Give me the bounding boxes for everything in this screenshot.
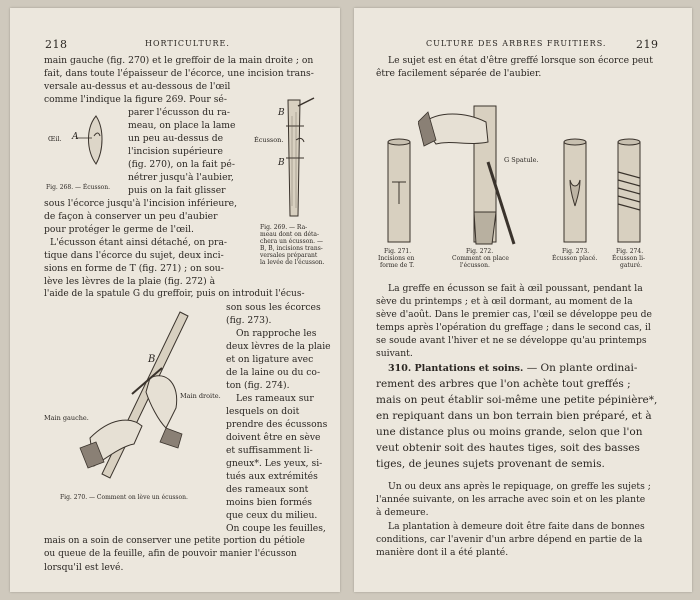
caption-line: Fig. 272. (466, 248, 494, 255)
caption-line: B, B, incisions trans- (260, 245, 323, 252)
text-line: Les rameaux sur (236, 393, 314, 404)
caption-line: la levée de l'écusson. (260, 259, 325, 266)
section-heading (388, 362, 637, 375)
text-line: l'aide de la spatule G du greffoir, puis on introduit l'écus- (44, 289, 305, 299)
caption-line: Fig. 274. (616, 248, 644, 255)
figure-274 (604, 92, 654, 252)
text-line: fait, dans toute l'épaisseur de l'écorce, une incision trans- (44, 68, 314, 79)
text-line: être facilement séparée de l'aubier. (376, 68, 542, 79)
caption-line: Fig. 271. (384, 248, 412, 255)
text-line: de façon à conserver un peu d'aubier (44, 211, 218, 222)
running-head-left: HORTICULTURE. (145, 39, 230, 48)
text-line: tique dans l'écorce du sujet, deux inci- (44, 250, 224, 261)
text-line: et suffisamment li- (226, 445, 313, 456)
page-number-right: 219 (636, 38, 659, 51)
text-line: nétrer jusqu'à l'aubier, (128, 172, 234, 183)
text-line: meau, on place la lame (128, 120, 236, 131)
left-page (10, 8, 340, 592)
placing-escutcheon-illustration (418, 92, 528, 252)
label-oeil: Œil. (48, 135, 62, 143)
section-title: Plantations et soins. (414, 363, 524, 374)
figure-271 (374, 92, 424, 252)
text-line: versale au-dessus et au-dessous de l'œil (44, 81, 231, 92)
right-page (354, 8, 692, 592)
text-line: rement des arbres que l'on achète tout greffés ; (376, 378, 631, 390)
figure-269 (268, 96, 328, 221)
text-line: doivent être en sève (226, 432, 321, 443)
text-line: comme l'indique la figure 269. Pour sé- (44, 94, 227, 105)
text-line: (fig. 273). (226, 315, 272, 326)
text-line: pour protéger le germe de l'œil. (44, 224, 194, 235)
text-line: conditions, car l'avenir d'un arbre dépend en partie de la (376, 534, 643, 545)
text-line: Le sujet est en état d'être greffé lorsque son écorce peut (388, 55, 653, 66)
text-line: à demeure. (376, 507, 429, 518)
caption-line: meau dont on déta- (260, 231, 320, 238)
section-first-line: — On plante ordinai- (526, 362, 638, 374)
text-line: veut obtenir soit des hautes tiges, soit des basses (376, 442, 640, 454)
text-line: On coupe les feuilles, (226, 523, 326, 534)
text-line: des rameaux sont (226, 484, 309, 495)
text-line: et on ligature avec (226, 354, 314, 365)
text-line: puis on la fait glisser (128, 185, 226, 196)
caption-line: Écusson placé. (552, 255, 598, 262)
running-head-right: CULTURE DES ARBRES FRUITIERS. (426, 39, 607, 48)
label-b: B (278, 108, 285, 118)
text-line: tiges, de jeunes sujets provenant de semis. (376, 458, 605, 470)
text-line: lève les lèvres de la plaie (fig. 272) à (44, 276, 216, 287)
text-line: ou queue de la feuille, afin de pouvoir manier l'écusson (44, 549, 297, 559)
text-line: lesquels on doit (226, 406, 300, 417)
caption-line: Fig. 273. (562, 248, 590, 255)
text-line: Un ou deux ans après le repiquage, on greffe les sujets ; (388, 481, 651, 492)
text-line: mais on peut établir soi-même une petite pépinière*, (376, 394, 658, 406)
text-line: sève du printemps ; et à œil dormant, au moment de la (376, 296, 633, 307)
text-line: L'écusson étant ainsi détaché, on pra- (50, 237, 228, 248)
label-a: A (72, 132, 79, 142)
caption-line: Fig. 269. — Ra- (260, 224, 308, 231)
text-line: La greffe en écusson se fait à œil poussant, pendant la (388, 283, 643, 294)
caption-fig-268: Fig. 268. — Écusson. (46, 184, 111, 191)
text-line: mais on a soin de conserver une petite portion du pétiole (44, 536, 305, 546)
text-line: main gauche (fig. 270) et le greffoir de la main droite ; on (44, 55, 314, 66)
text-line: de la laine ou du co- (226, 367, 321, 378)
text-line: suivant. (376, 348, 413, 359)
label-b: B (148, 354, 156, 365)
caption-line: forme de T. (380, 262, 415, 269)
text-line: lorsqu'il est levé. (44, 562, 124, 573)
text-line: sions en forme de T (fig. 271) ; on sou- (44, 263, 224, 274)
text-line: sous l'écorce jusqu'à l'incision inférieure, (44, 198, 238, 209)
section-number: 310. (388, 363, 412, 374)
text-line: l'année suivante, on les arrache avec soin et on les plante (376, 494, 646, 505)
label-ecusson: Écusson. (254, 136, 284, 144)
escutcheon-tied-illustration (604, 92, 654, 252)
text-line: La plantation à demeure doit être faite dans de bonnes (388, 521, 645, 532)
caption-line: gaturé. (620, 262, 643, 269)
text-line: deux lèvres de la plaie (226, 341, 331, 352)
text-line: prendre des écussons (226, 419, 328, 430)
text-line: se soude avant l'hiver et ne se développe qu'au printemps (376, 335, 647, 346)
text-line: (fig. 270), on la fait pé- (128, 159, 235, 170)
caption-line: chera un écusson. — (260, 238, 323, 245)
label-b: B (278, 158, 285, 168)
escutcheon-placed-illustration (550, 92, 600, 252)
text-line: l'incision supérieure (128, 146, 223, 157)
figure-273 (550, 92, 600, 252)
caption-line: Comment on place (452, 255, 509, 262)
branch-illustration (268, 96, 328, 221)
text-line: ton (fig. 274). (226, 380, 290, 391)
caption-line: l'écusson. (460, 262, 490, 269)
caption-line: Incisions en (378, 255, 415, 262)
text-line: manière dont il a été planté. (376, 547, 509, 558)
text-line: On rapproche les (236, 328, 317, 339)
text-line: en repiquant dans un bon terrain bien préparé, et à (376, 410, 652, 422)
text-line: moins bien formés (226, 497, 313, 508)
text-line: que ceux du milieu. (226, 510, 318, 521)
text-line: parer l'écusson du ra- (128, 107, 230, 118)
label-spatule: G Spatule. (504, 156, 539, 164)
page-number-left: 218 (45, 38, 68, 51)
text-line: gneux*. Les yeux, si- (226, 458, 323, 469)
text-line: une distance plus ou moins grande, selon que l'on (376, 426, 643, 438)
text-line: son sous les écorces (226, 302, 321, 313)
figure-272 (418, 92, 528, 252)
text-line: tués aux extrémités (226, 471, 318, 482)
stock-t-incision-illustration (374, 92, 424, 252)
caption-line: versales préparant (260, 252, 318, 259)
caption-fig-270: Fig. 270. — Comment on lève un écusson. (60, 494, 188, 501)
text-line: temps après l'opération du greffage ; dans le second cas, il (376, 322, 651, 333)
text-line: un peu au-dessus de (128, 133, 224, 144)
label-right-hand: Main droite. (180, 392, 221, 400)
caption-line: Écusson li- (612, 255, 646, 262)
text-line: sève d'août. Dans le premier cas, l'œil se développe peu de (376, 309, 652, 320)
label-left-hand: Main gauche. (44, 414, 89, 422)
